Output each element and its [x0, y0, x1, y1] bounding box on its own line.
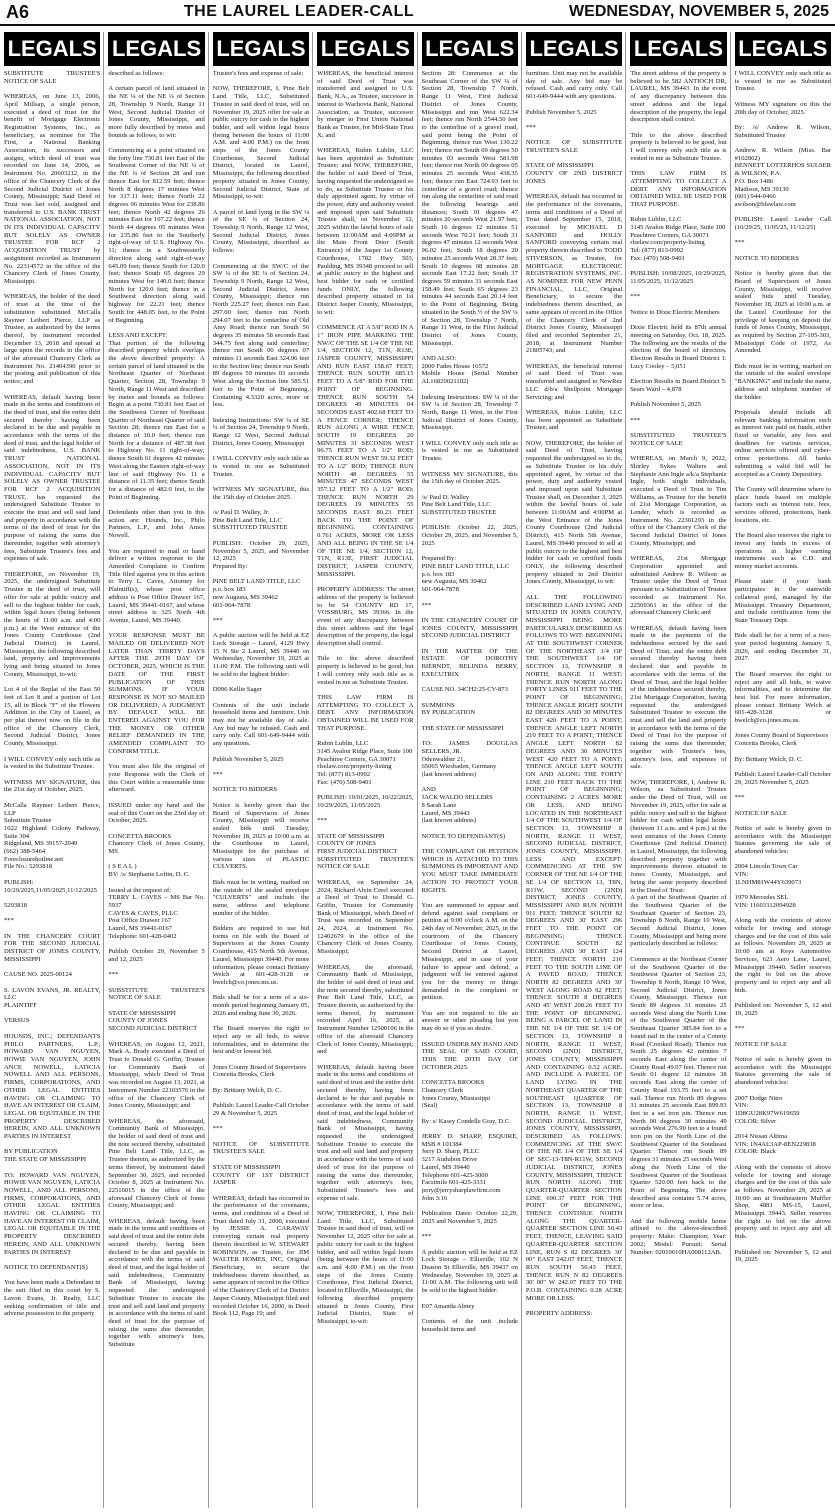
legals-header: LEGALS	[735, 32, 831, 66]
column-text: described as follows: A certain parcel of land situated in the NE ¼ of the NE ¼ of Section 28, Township 9 North, Range 11 West, Second Judicial District of Jones County, Mississippi, and more fully described by metes and bounds as follows, to wit: Commencing at a point situated on the forty line 730.81 feet East of the Southwest Corner of the NE ¼ of the NE ¼ of Section 28 and run thence East for 812.59 feet; thence North 8 degrees 17 minutes West for 317.11 feet; thence North 22 degrees 06 minutes West for 238.86 feet; thence North 42 degrees 26 minutes East for 107.22 feet; thence North 44 degrees 05 minutes West for 235.86 feet to the Southerly right-of-way of U.S. Highway No. 11; thence in a Southwesterly direction along said right-of-way 645.09 feet; thence South for 120.0 feet; thence South 65 degrees 29 minutes West for 140.0 feet; thence North for 120.0 feet; thence in a Southwest direction along said highway for 22.21 feet; thence South for 448.05 feet, to the Point of Beginning. LESS AND EXCEPT: That portion of the following described property which overlaps the above described property: A certain parcel of land situated in the Northeast Quarter of Northeast Quarter, Section 28, Township 9 North, Range 11 West and described by metes and bounds as follows: Begin at a point 730.81 feet East of the Southwest Corner of Northeast Quarter of Northeast Quarter of said Section 28; thence run East for a distance of 10.0 feet; thence run North for a distance of 487.38 feet to Highway No. 11 right-of-way; thence South 61 degrees 42 minutes West along the Eastern right-of-way line of said Highway No. 11 a distance of 11.35 feet; thence South for a distance of 482.0 feet, to the Point of Beginning. Defendants other than you in this action are: Hounds, Inc., Philo Partners, L.P., and John Amos Nowell. You are required to mail or hand deliver a written response to the Amended Complaint to Confirm Title filed against you in this action to Terry L. Caves, Attorney for Plaintiff(s), whose post office address is Post Office Drawer 167, Laurel, MS 39441-0167, and whose street address is 325 North 4th Avenue, Laurel, MS 39440. YOUR RESPONSE MUST BE MAILED OR DELIVERED NOT LATER THAN THIRTY DAYS AFTER THE 29TH DAY OF OCTOBER, 2025, WHICH IS THE DATE OF THE FIRST PUBLICATION OF THIS SUMMONS. IF YOUR RESPONSE IS NOT SO MAILED OR DELIVERED, A JUDGMENT BY DEFAULT WILL BE ENTERED AGAINST YOU FOR THE MONEY OR OTHER RELIEF DEMANDED IN THE AMENDED COMPLAINT TO CONFIRM TITLE. You must also file the original of your Response with the Clerk of this Court within a reasonable time afterward. ISSUED under my hand and the seal of this Court on the 23rd day of October, 2025. CONCETTA BROOKS Chancery Clerk of Jones County, MS ( S E A L ) BY: /s/ Stephanie Loftin, D. C. Issued at the request of: TERRY L. CAVES – MS Bar No. 5937 CAVES & CAVES, PLLC Post Office Drawer 167 Laurel, MS 39441-0167 Telephone: 601-428-0402 Publish October 29, November 5 and 12, 2025 *** SUBSTITUTE TRUSTEE'S NOTICE OF SALE STATE OF MISSISSIPPI COUNTY OF JONES SECOND JUDICIAL DISTRICT WHEREAS, on August 12, 2021, Mark A. Brady executed a Deed of Trust to Donald G. Griffin, Trustee for Community Bank of Mississippi, which Deed of Trust was recorded on August 13, 2021, at Instrument Number 22103576 in the office of the Chancery Clerk of Jones County, Mississippi; and WHEREAS, the aforesaid, Community Bank of Mississippi, the holder of said deed of trust and the note secured thereby, substituted Pine Belt Land Title, LLC, as Trustee therein, as authorized by the terms thereof, by instrument dated September 30, 2025, and recorded October 8, 2025 at Instrument No. 22516015 in the office of the aforesaid Chancery Clerk of Jones County, Mississippi; and WHEREAS, default having been made in the terms and conditions of said deed of trust and the entire debt secured thereby, having been declared to be due and payable in accordance with the terms of said deed of trust, and the legal holder of said indebtedness, Community Bank of Mississippi, having requested the undersigned Substitute Trustee to execute the trust and sell said land and property in accordance with the terms of said deed of trust for the purpose of raising the sums due thereunder, together with attorney's fees, Substitute	[108, 70, 205, 1349]
column-5	[422, 32, 522, 1508]
column-2	[108, 32, 208, 1508]
issue-date: WEDNESDAY, NOVEMBER 5, 2025	[569, 3, 829, 20]
legals-header: LEGALS	[526, 32, 622, 66]
legals-header: LEGALS	[4, 32, 100, 66]
column-text: Section 28: Commence at the Southeast Corner of the SW ¼ of Section 28, Township 7 North, Range 11 West, First Judicial District of Jones County, Mississippi and run West 622.34 feet; thence run North 2544.50 feet to the centerline of a gravel road, said point being the Point of Beginning, thence run West 130.22 feet; thence run South 69 degrees 50 minutes 03 seconds West 581.98 feet; thence run North 00 degrees 05 minutes 25 seconds West 438.35 feet; thence run East 724.93 feet to centerline of a gravel road; thence run along the centerline of said road the following bearings and distances; South 01 degrees 47 minutes 20 seconds West 21.97 feet; South 16 degrees 12 minutes 51 seconds West 70.21 feet; South 31 degrees 47 minutes 12 seconds West 96.02 feet; South 18 degrees 20 minutes 25 seconds West 28.37 feet; South 10 degrees 08 minutes 28 seconds East 17.22 feet; South 37 degrees 59 minutes 31 seconds East 158.49 feet; South 65 degrees 23 minutes 44 seconds East 20.14 feet to the Point of Beginning. Being situated in the South ½ of the SW ¼ of Section 28, Township 7 North, Range 11 West, in the First Judicial District of Jones County, Mississippi. AND ALSO: 2000 Fades House 16572 Mobile House (Serial Number AL16820021102) Indexing Instructions: SW ¼ of the SW ¼ of Section 28, Township 7 North, Range 11 West, in the First Judicial District of Jones County, Mississippi. I WILL CONVEY only such title as is vested in me as Substituted Trustee. WITNESS MY SIGNATURE, this the 15th day of October 2025. /s/ Paul D. Walley Pine Belt Land Title, LLC SUBSTITUTED TRUSTEE PUBLISH: October 22, 2025, October 29, 2025, and November 5, 2025 Prepared By: PINE BELT LAND TITLE, LLC p.o. box 183 new Augusta, MS 39462 601-964-7878 *** IN THE CHANCERY COURT OF JONES COUNTY, MISSISSIPPI SECOND JUDICIAL DISTRICT IN THE MATTER OF THE ESTATE OF DOROTHY BIERNDT, BELINDA BERRY, EXECUTRIX CAUSE NO. 34CH2:25-CV-873 SUMMONS BY PUBLICATION THE STATE OF MISSISSIPPI TO: JAMES DOUGLAS SELLERS, JR. Odenwaldstr 21, 65065 Wiesbaden, Germany (last known address) AND JACK WALDO SELLERS 8 Sarah Lane Laurel, MS 39443 (last known address) NOTICE TO DEFENDANT(S) THE COMPLAINT OR PETITION WHICH IS ATTACHED TO THIS SUMMONS IS IMPORTANT AND YOU MUST TAKE IMMEDIATE ACTION TO PROTECT YOUR RIGHTS. You are summoned to appear and defend against said complaint or petition at 9:00 o'clock A.M. on the 24th day of November, 2025, in the courtroom of the Chancery Courthouse of Jones County, Second District at Laurel, Mississippi, and in case of your failure to appear and defend, a judgment will be entered against you for the money or things demanded in the complaint or petition. You are not required to file an answer or other pleading but you may do so if you so desire. ISSUED UNDER MY HAND AND THE SEAL OF SAID COURT, THIS THE 20TH DAY OF OCTOBER 2025. CONCETTA BROOKS Chancery Clerk Jones County, Mississippi (Seal) By: s/ Kasey Condelle Gray, D.C. JERRY D. SHARP, ESQUIRE, MSB # 101384 Jerry D. Sharp, PLLC 3217 Audubon Drive Laurel, MS 39440 Telephone 601-425-3000 Facsimile 601-425-3331 jerry@jerrysharplawfirm.com John 3:16 Publication Dates: October 22,29, 2025 and November 5, 2025 *** A public auction will be held at EZ Lock Storage – Ellisville, 102 N Deason St Ellisville, MS 39437 on Wednesday, November 19, 2025 at 11:00 A.M. The following unit will be sold to the highest bidder: E07 Amanda Abney Contents of the unit include household items and	[421, 70, 518, 1333]
masthead	[0, 0, 835, 26]
legal-columns	[4, 32, 831, 1508]
column-text: WHEREAS, the beneficial interest of said Deed of Trust was transferred and assigned to U.S. Bank, N.A., as Trustee, successor in interest to Wachovia Bank, National Association, as Trustee, successor by merger to First Union National Bank as Trustee, for Mid-State Trust X; and WHEREAS, Rubin Lublin, LLC has been appointed as Substitute Trustee; and NOW, THEREFORE, the holder of said Deed of Trust, having requested the undersigned so to do, as Substitute Trustee or his duly appointed agent, by virtue of the power, duty and authority vested and imposed upon said Substitute Trustee shall, on November 12, 2025 within the lawful hours of sale between 11:00AM and 4:00PM at the Main Front Door (South Entrance) of the Jasper 1st County Courthouse, 1782 Hwy 503, Paulding, MS 39348 proceed to sell at public outcry to the highest and best bidder for cash or certified funds ONLY, the following described property situated in 1st District Jasper County, Mississippi, to wit: COMMENCE AT A 5/8" ROD IN A 1" IRON PIPE MARKING THE NW/C OF THE SE 1/4 OF THE NE 1/4, SECTION 12, T1N, R13E, JASPER COUNTY, MISSISSIPPI AND RUN EAST 158.67 FEET; THENCE RUN SOUTH 685.15 FEET TO A 5/8" ROD FOR THE POINT OF BEGINNING. THENCE RUN SOUTH 54 DEGREES 49 MINUTES 04 SECONDS EAST 402.68 FEET TO A FENCE CORNER; THENCE RUN ALONG A WIRE FENCE SOUTH 19 DEGREES 20 MINUTES 31 SECONDS WEST 96.75 FEET TO A 1/2" ROD; THENCE RUN WEST 59.32 FEET TO A 1/2" ROD; THENCE RUN NORTH 48 DEGREES 55 MINUTES 47 SECONDS WEST 357.12 FEET TO A 1/2" ROD; THENCE RUN NORTH 29 DEGREES 19 MINUTES 55 SECONDS EAST 80.23 FEET BACK TO THE POINT OF BEGINNING. CONTAINING 0.761 ACRES, MORE OR LESS AND ALL BEING IN THE SE 1/4 OF THE NE 1/4, SECTION 12, T1N, R13E, FIRST JUDICIAL DISTRICT, JASPER COUNTY, MISSISSIPPI. PROPERTY ADDRESS: The street address of the property is believed to be 54 COUNTY RD 17, VOSSBURG, MS 39366. In the event of any discrepancy between this street address and the legal description of the property, the legal description shall control. Title to the above described property is believed to be good, but I will convey only such title as is vested in me as Substitute Trustee. THIS LAW FIRM IS ATTEMPTING TO COLLECT A DEBT. ANY INFORMATION OBTAINED WILL BE USED FOR THAT PURPOSE. Rubin Lublin, LLC 3145 Avalon Ridge Place, Suite 100 Peachtree Corners, GA 30071 rlselaw.com/property-listing Tel: (877) 813-0992 Fax: (470) 508-9401 PUBLISH: 10/01/2025, 10/22/2025, 10/29/2025, 11/05/2025 *** STATE OF MISSISSIPPI COUNTY OF JONES FIRST JUDICIAL DISTRICT SUBSTITUTED TRUSTEE'S NOTICE OF SALE WHEREAS, on September 24, 2024, Richard Alvin Creel executed a Deed of Trust to Donald G. Griffin, Trustee for Community Bank of Mississippi, which Deed of Trust was recorded on September 24, 2024, at Instrument No. 12402679 in the office of the Chancery Clerk of Jones County, Mississippi; WHEREAS, the aforesaid, Community Bank of Mississippi, the holder of said deed of trust and the note secured thereby, substituted Pine Belt Land Title, LLC, as Trustee therein, as authorized by the terms thereof, by instrument recorded April 16, 2025, at Instrument Number 12500106 in the office of the aforesaid Chancery Clerk of Jones County, Mississippi; and WHEREAS, default having been made in the terms and conditions of said deed of trust and the entire debt secured thereby, having been declared to be due and payable in accordance with the terms of said deed of trust, and the legal holder of said indebtedness, Community Bank of Mississippi, having requested the undersigned Substitute Trustee to execute the trust and sell said land and property in accordance with the terms of said deed of trust for the purpose of raising the sums due thereunder, together with attorney's fees, Substituted Trustee's fees and expense of sale. NOW, THEREFORE, I, Pine Belt Land Title, LLC, Substituted Trustee in said deed of trust, will on November 12, 2025 offer for sale at public outcry for cash to the highest bidder, and sell within legal hours (being between the hours of 11:00 a.m. and 4:00 P.M.) on the front steps of the Jones County Courthouse, First Judicial District, located in Ellisville, Mississippi, the following described property situated in Jones County, First Judicial District, State of Mississippi, to-wit:	[317, 70, 414, 1325]
column-6	[526, 32, 626, 1508]
column-4	[317, 32, 417, 1508]
column-text: I WILL CONVEY only such title as is vested in me as Substituted Trustee. Witness MY signature on this the 20th day of October, 2025. By: /s/ Andrew R. Wilson, Substituted Trustee Andrew R. Wilson (Miss. Bar #102862) BENNETT LOTTERHOS SULSER & WILSON, P.A. P.O. Box 1486 Madison, MS 39130 (601) 944-0466 awilson@blswlaw.com PUBLISH: Laurel Leader Call (10/29/25, 11/05/25, 11/12/25) *** NOTICE TO BIDDERS Notice is hereby given that the Board of Supervisors of Jones County, Mississippi, will receive sealed bids until Tuesday, November 18, 2025 at 10:00 a.m. at the Laurel Courthouse for the privilege of keeping on deposit the funds of Jones County, Mississippi, as required by Section 27-105-303, Mississippi Code of 1972, As Amended. Bids must be in writing, marked on the outside of the sealed envelope "BANKING" and include the name, address and telephone number of the bidder. Proposals should include all relevant banking information such as interest rate paid on funds, either fixed or variable, any fees and deadlines for various services, online services offered and cyber-crime protections. All banks submitting a valid bid will be accepted as a County Depository. The County will determine where to place funds based on multiple factors such as interest rate, fees, services offered, protections, bank locations, etc. The Board also reserves the right to invest any funds in excess of operations in higher earning instruments such as C.D. and money market accounts. Please state if your bank participates in the statewide collateral pool, managed by the Mississippi Treasury Department, and include certification from the State Treasury Dept. Bids shall be for a term of a two-year period beginning January 5, 2026, and ending December 31, 2027. The Board reserves the right to reject any and all bids, to waive informalities, and to determine the best bid. For more information, please contact Brittany Welch at 601-428-3128 or bwelch@co.jones.ms.us. Jones County Board of Supervisors Concetta Brooks, Clerk By: Brittany Welch, D. C. Publish: Laurel Leader-Call October 29, 2025 November 5, 2025 *** NOTICE OF SALE Notice of sale is hereby given in accordance with the Mississippi Statutes governing the sale of abandoned vehicles: 2004 Lincoln Town Car VIN: 1LNHM81W44Y639073 1979 Mercedes SEL VIN: 11603312094928 Along with the contents of above vehicle for towing and storage charges and for the cost of this sale as follows. November 29, 2025 at 10:00 am at Keys Automotive Services, 623 Aero Lane, Laurel, Mississippi 39440. Seller reserves the right to bid on the above property and to reject any and all bids. Published on: November 5, 12 and 19, 2025 *** NOTICE OF SALE Notice of sale is hereby given in accordance with the Mississippi Statutes governing the sale of abandoned vehicles: 2007 Dodge Nitro VIN: 1D8GU28K97W619659 COLOR: Silver 2014 Nissan Altima VIN: 1N4AL3AP-8EN229838 COLOR: Black Along with the contents of above vehicle for towing and storage charges and for the cost of this sale as follows. November 29, 2025 at 10:00 am at Southeastern Muffler Shop, 4881 MS-15, Laurel, Mississippi 39443. Seller reserves the right to bid on the above property and to reject any and all bids. Published on: November 5, 12 and 19, 2025	[734, 70, 831, 1264]
legals-header: LEGALS	[213, 32, 309, 66]
legals-header: LEGALS	[630, 32, 726, 66]
column-text: The street address of the property is believed to be 582 ANTIOCH DR, LAUREL, MS 39443. In the event of any discrepancy between this street address and the legal description of the property, the legal description shall control. Title to the above described property is believed to be good, but I will convey only such title as is vested in me as Substitute Trustee. THIS LAW FIRM IS ATTEMPTING TO COLLECT A DEBT. ANY INFORMATION OBTAINED WILL BE USED FOR THAT PURPOSE. Rubin Lublin, LLC 3145 Avalon Ridge Place, Suite 100 Peachtree Corners, GA 30071 rlselaw.com/property-listing Tel: (877) 813-0992 Fax: (470) 508-9401 PUBLISH: 10/08/2025, 10/29/2025, 11/05/2025, 11/12/2025 *** Notice to Dixie Electric Members Dixie Electric held its 87th annual meeting on Saturday, Oct. 18, 2025. The following are the results of the election of the board of directors. Election Results in Board District 1: Lucy Cooley – 5,051 Election Results in Board District 5: Sears Ward – 4,878 Publish November 5, 2025 *** SUBSTITUTED TRUSTEE'S NOTICE OF SALE WHEREAS, on March 9, 2022, Shirley Sykes Walters and Stephanie Ann Ingle a/k/a Stephanie Ingle, both single individuals, executed a Deed of Trust to Tim Williams, as Trustee for the benefit of 21st Mortgage Corporation, as Lender, which is recorded as Instrument No. 22301293 in the office of the Chancery Clerk of the Second Judicial District of Jones County, Mississippi; and WHEREAS, 21st Mortgage Corporation appointed and substituted Andrew R. Wilson as Trustee under the Deed of Trust pursuant to a Substitution of Trustee recorded as Instrument No. 22509361 in the office of the aforesaid Chancery Clerk; and WHEREAS, default having been made in the payments of the indebtedness secured by the said Deed of Trust, and the entire debt secured thereby having been declared due and payable in accordance with the terms of the Deed of Trust, and the legal holder of the indebtedness secured thereby, 21st Mortgage Corporation, having requested the undersigned Substituted Trustee to execute the trust and sell the land and property in accordance with the terms of the Deed of Trust for the purpose of raising the sums due thereunder, together with Trustee's fees, attorney's fees, and expenses of sale. NOW, THEREFORE, I, Andrew R. Wilson, as Substituted Trustee under the Deed of Trust, will on November 19, 2025, offer for sale at public outcry and sell to the highest bidder for cash within legal hours (between 11 a.m. and 4 p.m.) at the west entrance of the Jones County Courthouse (2nd Judicial District) in Laurel, Mississippi, the following described property together with improvements thereon situated in Jones County, Mississippi, and being the same property described in the Deed of Trust: A part of the Southwest Quarter of the Southwest Quarter of the Southeast Quarter of Section 23, Township 8 North, Range 10 West, Second Judicial District, Jones County, Mississippi and being more particularly described as follows: Commence at the Northeast Corner of the Southwest Quarter of the Southwest Quarter of Section 23, Township 8 North, Range 10 West, Second Judicial District, Jones County, Mississippi. Thence run South 89 degrees 31 minutes 25 seconds West along the North Line of the Southwest Quarter of the Southeast Quarter 385.84 feet to a found nail in the center of a County Road (Crooked Road); Thence run South 25 degrees 42 minutes 7 seconds East along the center of County Road 49.07 feet. Thence run South 01 degree 12 minutes 38 seconds East along the center of County Road 193.75 feet to a set nail. Thence run North 89 degrees 31 minutes 25 seconds East 899.93 feet to a set iron pin. Thence run North 00 degrees 30 minutes 49 seconds West 276.90 feet to a found iron pin on the North Line of the Southwest Quarter of the Southeast Quarter. Thence run South 89 degrees 31 minutes 25 seconds West along the North Line of the Southwest Quarter of the Southeast Quarter 520.00 feet back to the Point of Beginning. The above described area contains 5.74 acres, more or less. And the following mobile home affixed to the above-described property: Make: Champion; Year: 2002; Model: Pursuit; Serial Number: 02010610HA008112AB.	[630, 70, 727, 1256]
legals-header: LEGALS	[108, 32, 204, 66]
column-text: Trustee's fees and expense of sale; NOW, THEREFORE, I, Pine Belt Land Title, LLC, Substituted Trustee in said deed of trust, will on November 19, 2025 offer for sale at public outcry for cash to the highest bidder, and sell within legal hours (being between the hours of 11:00 A.M. and 4:00 P.M.) on the front steps of the Jones County Courthouse, Second Judicial District, located in Laurel, Mississippi, the following described property situated in Jones County, Second Judicial District, State of Mississippi, to-wit: A parcel of land lying in the SW ¼ of the SE ¼ of Section 24, Township 9 North, Range 12 West, Second Judicial District, Jones County, Mississippi, described as follows: Commencing at the SW/C of the SW ¼ of the SE ¼ of Section 24, Township 9 North, Range 12 West, Second Judicial District, Jones County, Mississippi; thence run North 225.27 feet; thence run East 297.00 feet; thence run North 294.07 feet to the centerline of Old Amy Road; thence run South 56 degrees 35 minutes 58 seconds East 344.75 feet along said centerline; thence run South 00 degrees 07 minutes 11 seconds East 324.96 feet to the Section line; thence run South 89 degrees 59 minutes 03 seconds West along the Section line 585.51 feet to the Point of Beginning. Containing 4.3320 acres, more or less. Indexing Instructions: SW ¼ of SE ¼ of Section 24, Township 9 North, Range 12 West, Second Judicial District, Jones County, Mississippi I WILL CONVEY only such title as is vested in me as Substituted Trustee. WITNESS MY SIGNATURE, this the 15th day of October 2025. /s/ Paul D. Walley, Jr. Pine Belt Land Title, LLC SUBSTITUTED TRUSTEE PUBLISH: October 29, 2025, November 5, 2025, and November 12, 2025 Prepared By: PINE BELT LAND TITLE, LLC p.o. box 183 new Augusta, MS 39462 601-964-7878 *** A public auction will be held at EZ Lock Storage – Laurel, 4129 Hwy 15 N Ste 2 Laurel, MS 39440 on Wednesday, November 19, 2025 at 11:00 P.M. The following unit will be sold to the highest bidder: D096 Kellie Sager Contents of the unit include household items and furniture. Unit may not be available day of sale. Any bid may be refused. Cash and carry only. Call 601-649-9444 with any questions. Publish November 5, 2025 *** NOTICE TO BIDDERS Notice is hereby given that the Board of Supervisors of Jones County, Mississippi will receive sealed bids until Tuesday, November 18, 2025 at 10:00 a.m. at the Courthouse in Laurel, Mississippi for the purchase of various sizes of PLASTIC CULVERTS. Bids must be in writing, marked on the outside of the sealed envelope "CULVERTS" and include the name, address and telephone number of the bidder. Bidders are required to use bid forms on file with the Board of Supervisors at the Jones County Courthouse, 415 North 5th Avenue, Laurel, Mississippi 39440. For more information, please contact Brittany Welch at 601-428-3128 or bwelch@co.jones.ms.us. Bids shall be for a term of a six-month period beginning January 05, 2026 and ending June 30, 2026. The Board reserves the right to reject any or all bids, to waive informalities, and to determine the best and/or lowest bid. Jones County Board of Supervisors Concetta Brooks, Clerk By: Brittany Welch, D. C. Publish: Laurel Leader-Call October 29 & November 5, 2025 *** NOTICE OF SUBSTITUTE TRUSTEE'S SALE STATE OF MISSISSIPPI COUNTY OF 1ST DISTRICT JASPER WHEREAS, default has occurred in the performance of the covenants, terms, and conditions of a Deed of Trust dated July 31, 2000, executed by JESSIE A. CARAWAY conveying certain real property therein described to W. STEWART ROBINSON, as Trustee, for JIM WALTER HOMES, INC, Original Beneficiary, to secure the indebtedness therein described, as same appears of record in the Office of the Chancery Clerk of 1st District Jasper County, Mississippi filed and recorded October 16, 2000, in Deed Book 112, Page 19; and	[212, 70, 310, 1318]
column-text: SUBSTITUTE TRUSTEE'S NOTICE OF SALE WHEREAS, on June 13, 2006, April Millsap, a single person, executed a deed of trust for the benefit of Mortgage Electronic Registration Systems, Inc., as beneficiary, as nominee for The First, a National Banking Association, its successors and assigns, which deed of trust was recorded on June 14, 2006, as Instrument No. 20603212, in the office of the Chancery Clerk of the Second Judicial District of Jones County, Mississippi; Said Deed of Trust was last sold, assigned and transferred to U.S. BANK TRUST NATIONAL ASSOCIATION, NOT IN ITS INDIVIDUAL CAPACITY BUT SOLELY AS OWNER TRUSTEE FOR RCF 2 ACQUISITION TRUST by assignment recorded as Instrument No. 22314572 in the office of the Chancery Clerk of Jones County, Mississippi. WHEREAS, the holder of the deed of trust at the time of the substitution substituted McCalla Raymer Leibert Pierce, LLP as Trustee, as authorized by the terms thereof, by instrument recorded December 13, 2018 and spread at large upon the records in the office of the aforesaid Chancery Clerk as Instrument No. 21404390 prior to the posting and publication of this notice; and WHEREAS, default having been made in the terms and conditions of the deed of trust, and the entire debt secured thereby having been declared to be due and payable in accordance with the terms of the deed of trust, and the legal holder of said indebtedness, U.S. BANK TRUST NATIONAL ASSOCIATION, NOT IN ITS INDIVIDUAL CAPACITY BUT SOLELY AS OWNER TRUSTEE FOR RCF 2 ACQUISITION TRUST, has requested the undersigned Substitute Trustee to execute the trust and sell said land and property in accordance with the terms of the deed of trust for the purpose of raising the sums due thereunder, together with attorney's fees, Substitute Trustee's fees and expenses of sale. THEREFORE, on November 19, 2025, the undersigned Substitute Trustee in the deed of trust, will offer for sale at public outcry and sell to the highest bidder for cash, within legal hours (being between the hours of 11:00 a.m. and 4:00 p.m.) at the West entrance of the Jones County Courthouse (2nd Judicial District) in Laurel, Mississippi, the following described land, property and improvements lying and being situated in Jones County, Mississippi, to-wit: Lot 4 of the Replat of the East 50 feet of Lot 8 and a portion of Lot 15, all in Block "F" of the Flowers Addition to the City of Laurel, as per plat thereof now on file in the office of the Chancery Clerk, Second Judicial District, Jones County, Mississippi. I WILL CONVEY only such title as is vested in the Substitute Trustee. WITNESS MY SIGNATURE, this the 21st day of October, 2025. McCalla Raymer Leibert Pierce, LLP Substitute Trustee 1022 Highland Colony Parkway, Suite 304 Ridgeland, MS 39157-2049 (662) 388-5464 Foreclosurehotline.net File No.: 5293818 PUBLISH: 10/29/2025,11/05/2025,11/12/2025 5293818 *** IN THE CHANCERY COURT FOR THE SECOND JUDICIAL DISTRICT OF JONES COUNTY, MISSISSIPPI CAUSE NO. 2025-00124 S. LAVON EVANS, JR. REALTY, LLC PLAINTIFF VERSUS HOUNDS, INC.; DEFENDANTS PHILO PARTNERS, L.P.; HOWARD VAN NGUYEN, HOWIE VAN NGUYEN, JOHN ANCE NOWELL, LATICIA NOWELL AND ALL PERSONS, FIRMS, CORPORATIONS, AND OTHER LEGAL ENTITIES HAVING OR CLAIMING TO HAVE AN INTEREST OR CLAIM, LEGAL OR EQUITABLE IN THE PROPERTY DESCRIBED HEREIN, AND ALL UNKNOWN PARTIES IN INTEREST BY PUBLICATION THE STATE OF MISSISSIPPI TO: HOWARD VAN NGUYEN, HOWIE VAN NGUYEN, LATICIA NOWELL, AND ALL PERSONS, FIRMS, CORPORATIONS, AND OTHER LEGAL ENTITIES HAVING OR CLAIMING TO HAVE AN INTEREST OR CLAIM, LEGAL OR EQUITABLE IN THE PROPERTY DESCRIBED HEREIN, AND ALL UNKNOWN PARTIES IN INTEREST NOTICE TO DEFENDANT(S) You have been made a Defendant in the suit filed in this court by S. Lavon Evans, Jr. Realty, LLC seeking confirmation of title and adverse possession to the property	[4, 70, 101, 1318]
column-1	[4, 32, 104, 1508]
page-number: A6	[6, 1, 30, 22]
legals-header: LEGALS	[317, 32, 413, 66]
column-7	[630, 32, 730, 1508]
newspaper-name: THE LAUREL LEADER-CALL	[183, 3, 415, 20]
column-3	[213, 32, 313, 1508]
legals-header: LEGALS	[422, 32, 518, 66]
column-text: furniture. Unit may not be available day of sale. Any bid may be refused. Cash and carry only. Call 601-649-9444 with any questions. Publish November 5, 2025 *** NOTICE OF SUBSTITUTE TRUSTEE'S SALE STATE OF MISSISSIPPI COUNTY OF 2ND DISTRICT JONES WHEREAS, default has occurred in the performance of the covenants, terms and conditions of a Deed of Trust dated September 15, 2018, executed by MICHAEL D SANFORD and HOLLY SANFORD conveying certain real property therein described to TODD STIVERSON, as Trustee, for MORTGAGE ELECTRONIC REGISTRATION SYSTEMS, INC. AS NOMINEE FOR NEW PENN FINANCIAL, LLC, Original Beneficiary, to secure the indebtedness therein described, as same appears of record in the Office of the Chancery Clerk of 2nd District Jones County, Mississippi filed and recorded September 21, 2018, at Instrument Number 21805743; and WHEREAS, the beneficial interest of said Deed of Trust was transferred and assigned to NewRez LLC d/b/a Shellpoint Mortgage Servicing; and WHEREAS, Rubin Lublin, LLC has been appointed as Substitute Trustee; and NOW, THEREFORE, the holder of said Deed of Trust, having requested the undersigned so to do, as Substitute Trustee or his duly appointed agent, by virtue of the power, duty and authority vested and imposed upon said Substitute Trustee shall, on December 3, 2025 within the lawful hours of sale between 11:00AM and 4:00PM at the West Entrance of the Jones County Courthouse (2nd Judicial District), 415 North 5th Avenue, Laurel, MS 39440 proceed to sell at public outcry to the highest and best bidder for cash or certified funds ONLY, the following described property situated in 2nd District Jones County, Mississippi, to wit: ALL THE FOLLOWING DESCRIBED LAND LYING AND SITUATED IN JONES COUNTY, MISSISSIPPI BEING MORE PARTICULARLY DESCRIBED AS FOLLOWS TO WIT: BEGINNING AT THE SOUTHWEST CORNER OF THE NORTHEAST 1/4 OF THE SOUTHWEST 1/4 OF SECTION 13, TOWNSHIP 8 NORTH, RANGE 11 WEST; THENCE RUN NORTH ALONG FORTY LINES 911 FEET TO THE POINT OF BEGINNING; THENCE ANGLE RIGHT SOUTH 82 DEGREES AND 30 MINUTES EAST 420 FEET TO A POINT; THENCE ANGLE LEFT NORTH 210 FEET TO A POINT; THENCE ANGLE LEFT NORTH 82 DEGREES AND 30 MINUTES WEST 420 FEET TO A POINT; THENCE ANGLE LEFT SOUTH ON AND ALONG THE FORTY LINE 210 FEET BACK TO THE POINT OF BEGINNING; CONTAINING 2 ACRES MORE OR LESS. AND BEING LOCATED IN THE NORTHEAST 1/4 OF THE SOUTHWEST 1/4 OF SECTION 13, TOWNSHIP 8 NORTH, RANGE 11 WEST, SECOND JUDICIAL DISTRICT, JONES COUNTY, MISSISSIPPI. LESS AND EXCEPT: COMMENCING AT THE SW CORNER OF THE NE 1/4 OF THE SE 1/4 OF SECTION 13, T8N, R11W, SECOND (2ND) DISTRICT, JONES COUNTY, MISSISSIPPI AND RUN NORTH 911 FEET; THENCE SOUTH 82 DEGREES AND 30' EAST 296 FEET TO THE POINT OF BEGINNING; THENCE CONTINUE SOUTH 82 DEGREES AND 30' EAST 124 FEET; THENCE NORTH 210 FEET TO THE SOUTH LINE OF A PAVED ROAD; THENCE NORTH 82 DEGREES AND 30' WEST ALONG ROAD 92 FEET; THENCE SOUTH 8 DEGREES AND 45' WEST 208.26 FEET TO THE POINT OF BEGINNING. BEING A PARCEL OF LAND IN THE NE 1/4 OF THE SE 1/4 OF SECTION 13, TOWNSHIP 8 NORTH, RANGE 11 WEST, SECOND (2ND) DISTRICT, JONES COUNTY, MISSISSIPPI AND CONTAINING 0.52 ACRE. AND INCLUDE A PARCEL OF LAND LYING IN THE NORTHEAST QUARTER OF THE SOUTHEAST QUARTER OF SECTION 13, TOWNSHIP 8 NORTH, RANGE 11 WEST, SECOND JUDICIAL DISTRICT, JONES COUNTY, MISSISSIPPI, DESCRIBED AS FOLLOWS: COMMENCING AT THE SW/C OF THE NE 1/4 OF THE SE 1/4 OF SEC-13-T8N-R11W, SECOND JUDICIAL DISTRICT, JONES COUNTY, MISSISSIPPI, THENCE RUN NORTH ALONG THE QUARTER-QUARTER SECTION LINE 690.37 FEET FOR THE POINT OF BEGINNING, THENCE CONTINUE NORTH ALONG THE QUARTER-QUARTER SECTION LINE 50.43 FEET, THENCE, LEAVING SAID QUARTER-QUARTER SECTION LINE, RUN S 82 DEGREES 30' 00" EAST 242.07 FEET, THENCE RUN SOUTH 50.43 FEET, THENCE RUN N 82 DEGREES 30' 00" W 242.07 FEET TO THE P.O.B. CONTAINING 0.28 ACRE MORE OR LESS. PROPERTY ADDRESS:	[525, 70, 623, 1318]
column-8	[735, 32, 831, 1508]
